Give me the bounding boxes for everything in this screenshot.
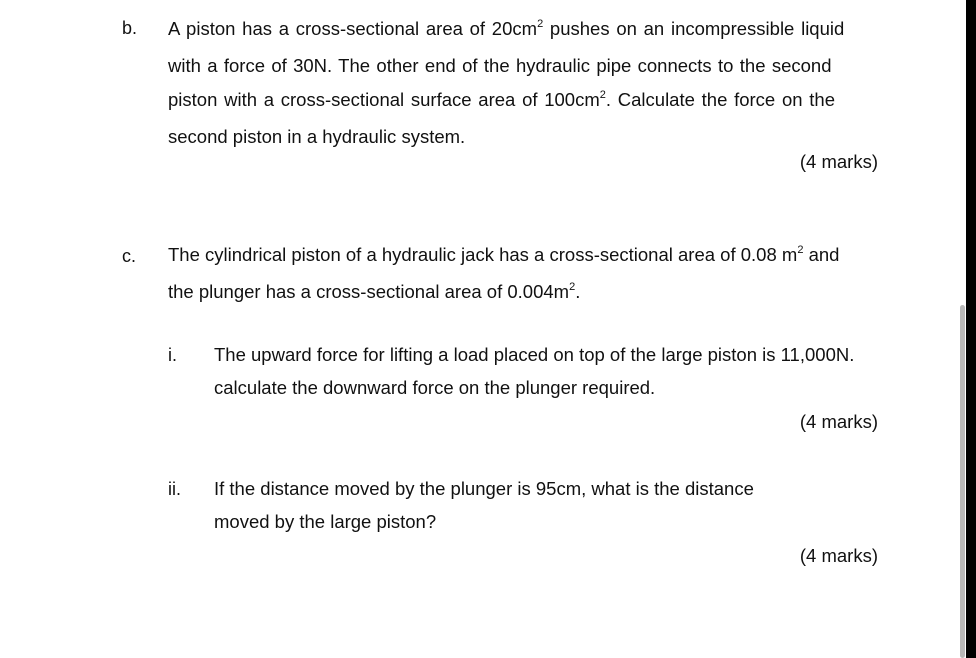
part-i-marker: i. (168, 345, 177, 365)
question-b-line-2: with a force of 30N. The other end of the hydraulic pipe connects to the second (168, 55, 832, 77)
question-c-line-1: The cylindrical piston of a hydraulic jack has a cross-sectional area of 0.08 $m^2$ and (168, 244, 840, 265)
scrollbar-thumb[interactable] (960, 305, 965, 658)
part-ii-marker: ii. (168, 479, 181, 499)
question-b-line-1: A piston has a cross-sectional area of $20cm^2$ pushes on an incompressible liquid (168, 18, 845, 39)
question-c-marker: c. (122, 246, 137, 266)
question-b-line-4: second piston in a hydraulic system. (168, 126, 466, 148)
part-ii-marks: (4 marks) (799, 545, 878, 566)
part-ii-text (214, 472, 888, 539)
question-b-line-3: piston with a cross-sectional surface area of $100cm^2$. Calculate the force on the (168, 88, 835, 110)
part-i-line-2: calculate the downward force on the plunger required. (214, 377, 656, 399)
question-b-marker: b. (122, 18, 138, 38)
question-c-line-2: the plunger has a cross-sectional area of $0.004m^2$. (168, 281, 581, 303)
part-i-marks: (4 marks) (799, 411, 878, 432)
question-c-text (168, 238, 888, 313)
part-i-line-1: The upward force for lifting a load placed on top of the large piston is 11,000N. (214, 344, 855, 365)
question-b-text (168, 12, 888, 154)
part-ii-line-1: If the distance moved by the plunger is 95cm, what is the distance (214, 478, 754, 499)
part-ii-line-2: moved by the large piston? (214, 511, 437, 533)
part-i-text (214, 338, 888, 405)
question-b-marks: (4 marks) (799, 151, 878, 172)
